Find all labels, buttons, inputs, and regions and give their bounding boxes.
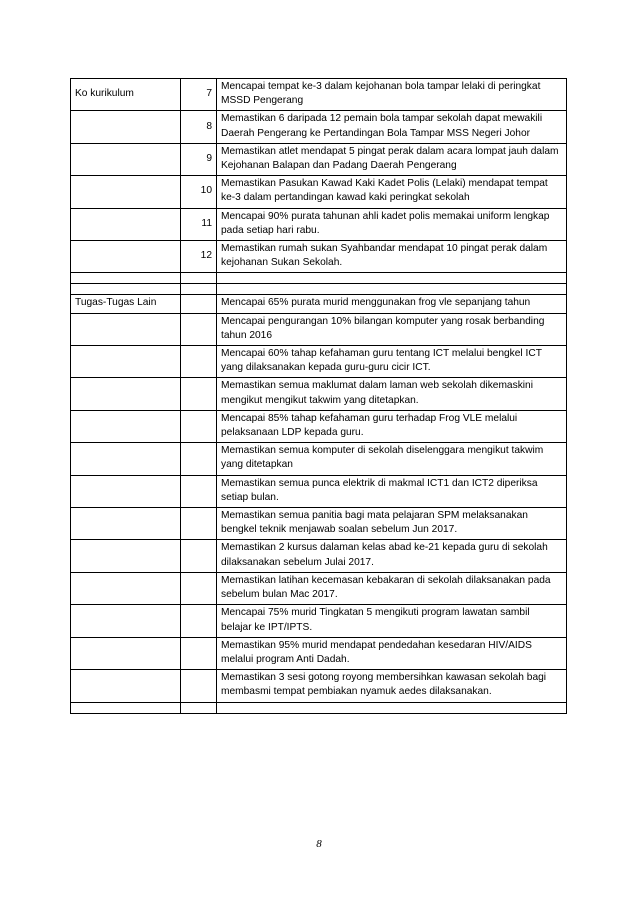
target-text-cell: Mencapai 60% tahap kefahaman guru tentang ICT melalui bengkel ICT yang dilaksanakan kepada guru-guru cicir ICT. (217, 346, 567, 378)
target-text-cell: Memastikan rumah sukan Syahbandar mendapat 10 pingat perak dalam kejohanan Sukan Sekolah. (217, 241, 567, 273)
category-cell (71, 410, 181, 442)
table-row (71, 443, 567, 475)
target-text-cell: Memastikan semua panitia bagi mata pelajaran SPM melaksanakan bengkel teknik menjawab soalan sebelum Jun 2017. (217, 508, 567, 540)
category-cell (71, 670, 181, 702)
number-cell: 8 (181, 111, 217, 143)
category-cell (71, 208, 181, 240)
category-cell (71, 540, 181, 572)
target-text-cell: Memastikan latihan kecemasan kebakaran di sekolah dilaksanakan pada sebelum bulan Mac 2017. (217, 572, 567, 604)
category-cell (71, 143, 181, 175)
table-row (71, 176, 567, 208)
category-cell (71, 475, 181, 507)
number-cell (181, 508, 217, 540)
number-cell (181, 572, 217, 604)
category-cell (71, 346, 181, 378)
number-cell (181, 475, 217, 507)
number-cell (181, 378, 217, 410)
target-text-cell: Memastikan semua maklumat dalam laman web sekolah dikemaskini mengikut mengikut takwim yang ditetapkan. (217, 378, 567, 410)
number-cell (181, 540, 217, 572)
category-cell (71, 508, 181, 540)
table-row (71, 702, 567, 713)
table-row (71, 208, 567, 240)
number-cell (181, 346, 217, 378)
target-text-cell: Memastikan 95% murid mendapat pendedahan kesedaran HIV/AIDS melalui program Anti Dadah. (217, 637, 567, 669)
number-cell (181, 670, 217, 702)
table-row (71, 378, 567, 410)
target-text-cell: Mencapai 90% purata tahunan ahli kadet polis memakai uniform lengkap pada setiap hari rabu. (217, 208, 567, 240)
target-text-cell: Mencapai 65% purata murid menggunakan frog vle sepanjang tahun (217, 295, 567, 313)
target-table-body (71, 79, 567, 714)
category-cell (71, 313, 181, 345)
category-cell (71, 284, 181, 295)
category-cell (71, 572, 181, 604)
category-cell (71, 176, 181, 208)
table-row (71, 670, 567, 702)
number-cell (181, 443, 217, 475)
table-row (71, 346, 567, 378)
target-text-cell: Memastikan 2 kursus dalaman kelas abad ke-21 kepada guru di sekolah dilaksanakan sebelum Julai 2017. (217, 540, 567, 572)
table-row (71, 295, 567, 313)
number-cell (181, 313, 217, 345)
target-text-cell (217, 273, 567, 284)
table-row (71, 637, 567, 669)
table-row (71, 143, 567, 175)
table-row (71, 111, 567, 143)
number-cell (181, 702, 217, 713)
category-cell: Ko kurikulum (71, 79, 181, 111)
target-text-cell: Memastikan Pasukan Kawad Kaki Kadet Polis (Lelaki) mendapat tempat ke-3 dalam pertandingan kawad kaki peringkat sekolah (217, 176, 567, 208)
target-text-cell: Memastikan semua punca elektrik di makmal ICT1 dan ICT2 diperiksa setiap bulan. (217, 475, 567, 507)
number-cell (181, 273, 217, 284)
table-row (71, 284, 567, 295)
target-text-cell: Mencapai 85% tahap kefahaman guru terhadap Frog VLE melalui pelaksanaan LDP kepada guru. (217, 410, 567, 442)
number-cell: 7 (181, 79, 217, 111)
target-text-cell (217, 702, 567, 713)
category-cell (71, 443, 181, 475)
table-row (71, 313, 567, 345)
table-row (71, 475, 567, 507)
target-table (70, 78, 567, 714)
number-cell (181, 284, 217, 295)
number-cell (181, 410, 217, 442)
category-cell (71, 605, 181, 637)
target-text-cell: Memastikan semua komputer di sekolah diselenggara mengikut takwim yang ditetapkan (217, 443, 567, 475)
table-row (71, 410, 567, 442)
category-cell (71, 637, 181, 669)
target-text-cell: Mencapai pengurangan 10% bilangan komputer yang rosak berbanding tahun 2016 (217, 313, 567, 345)
target-text-cell: Memastikan 3 sesi gotong royong membersihkan kawasan sekolah bagi membasmi tempat pembiakan nyamuk aedes dilaksanakan. (217, 670, 567, 702)
category-cell (71, 702, 181, 713)
number-cell: 10 (181, 176, 217, 208)
target-text-cell: Memastikan 6 daripada 12 pemain bola tampar sekolah dapat mewakili Daerah Pengerang ke Pertandingan Bola Tampar MSS Negeri Johor (217, 111, 567, 143)
target-text-cell: Mencapai tempat ke-3 dalam kejohanan bola tampar lelaki di peringkat MSSD Pengerang (217, 79, 567, 111)
number-cell: 11 (181, 208, 217, 240)
number-cell (181, 637, 217, 669)
target-text-cell: Memastikan atlet mendapat 5 pingat perak dalam acara lompat jauh dalam Kejohanan Balapan dan Padang Daerah Pengerang (217, 143, 567, 175)
table-row (71, 241, 567, 273)
table-row (71, 540, 567, 572)
category-cell (71, 273, 181, 284)
number-cell (181, 295, 217, 313)
target-text-cell: Mencapai 75% murid Tingkatan 5 mengikuti program lawatan sambil belajar ke IPT/IPTS. (217, 605, 567, 637)
target-text-cell (217, 284, 567, 295)
table-row (71, 605, 567, 637)
number-cell (181, 605, 217, 637)
number-cell: 12 (181, 241, 217, 273)
category-cell (71, 378, 181, 410)
table-row (71, 273, 567, 284)
table-row (71, 79, 567, 111)
category-cell (71, 241, 181, 273)
page-number: 8 (316, 838, 322, 850)
table-row (71, 572, 567, 604)
number-cell: 9 (181, 143, 217, 175)
table-row (71, 508, 567, 540)
category-cell (71, 111, 181, 143)
category-cell: Tugas-Tugas Lain (71, 295, 181, 313)
